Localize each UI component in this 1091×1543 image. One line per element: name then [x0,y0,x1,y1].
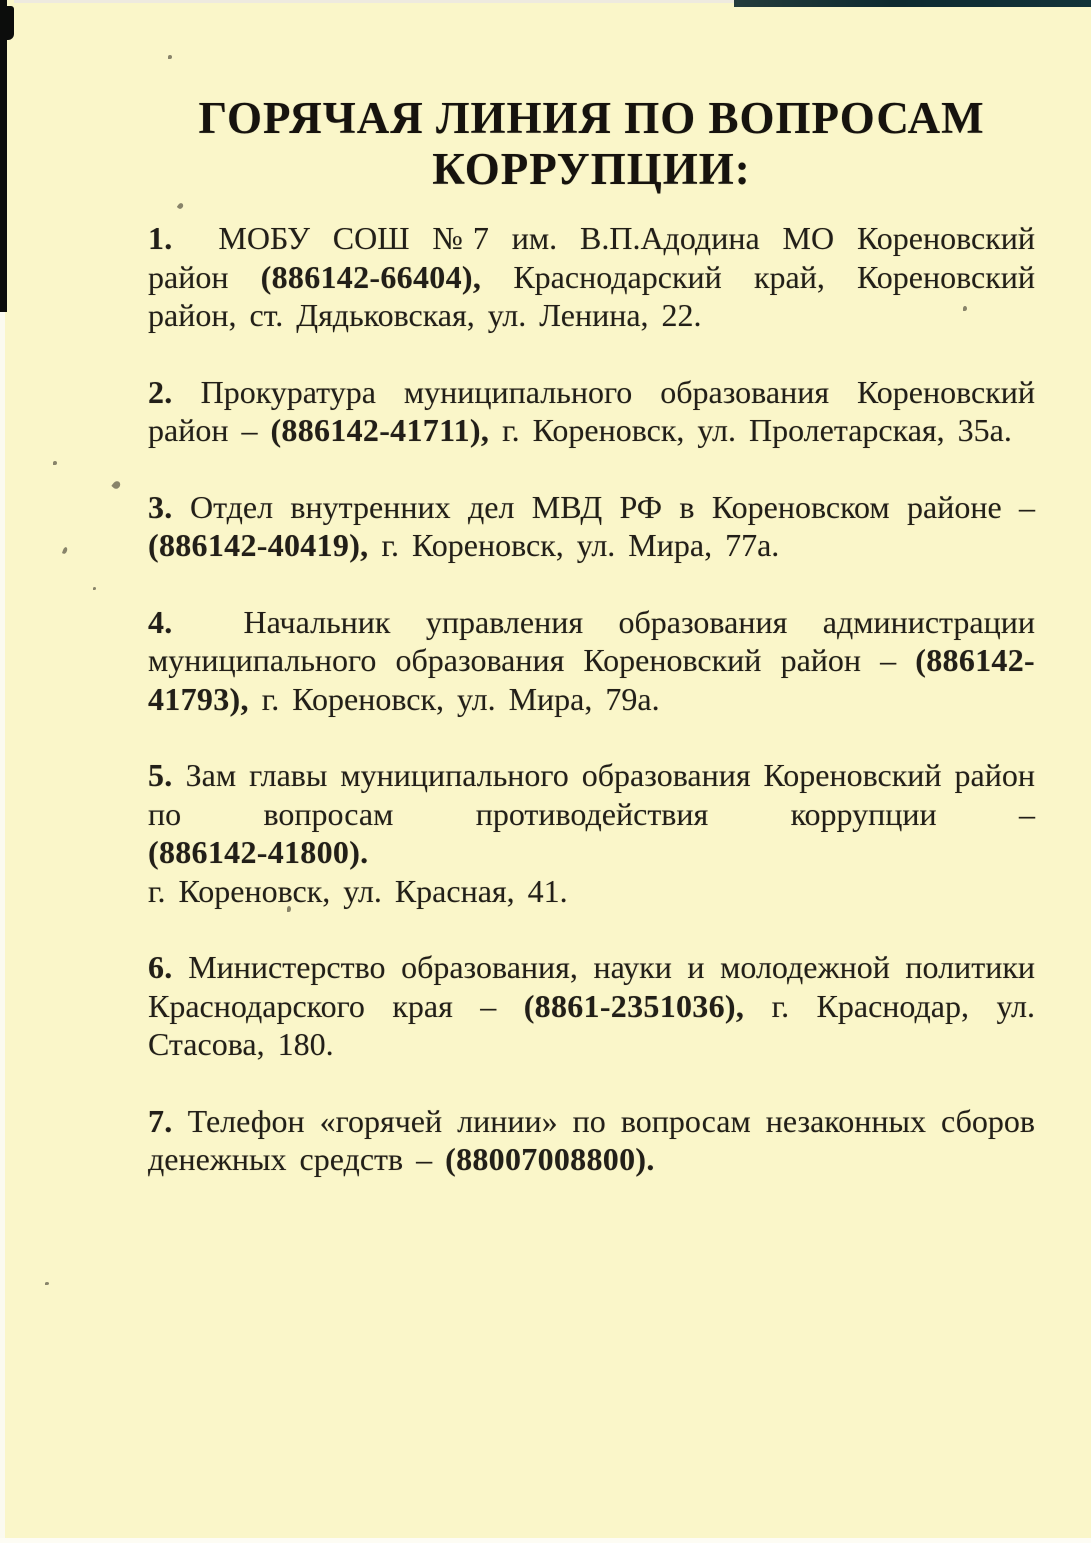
item-number: 2. [148,373,173,410]
item-text: Телефон «горячей линии» по вопросам незаконных сборов денежных средств – [148,1102,1035,1177]
item-text: г. Кореновск, ул. Пролетарская, 35а. [489,412,1012,448]
scanner-edge-bottom-white [0,1538,1091,1543]
paper-speck [62,547,68,555]
scanner-edge-top-light [14,0,734,3]
scanner-edge-top-right-dark [734,0,1091,7]
list-item-1 [148,219,1035,335]
phone-number: (886142-41711), [270,412,490,448]
item-text: г. Краснодар, ул. Стасова, 180. [148,987,1035,1062]
paper-speck [93,587,96,590]
paper-speck [53,461,57,465]
phone-number: (886142-41793), [148,642,1035,717]
page-title-line-1: ГОРЯЧАЯ ЛИНИЯ ПО ВОПРОСАМ [198,93,985,143]
list-item-3 [148,488,1035,565]
paper-speck [45,1282,49,1285]
list-item-7 [148,1102,1035,1179]
item-text: Краснодарский край, Кореновский район, ст. Дядьковская, ул. Ленина, 22. [148,258,1036,333]
item-text: МОБУ СОШ №7 им. В.П.Адодина МО Кореновский район [148,220,1035,295]
hotline-list [148,219,1035,1179]
list-item-2 [148,373,1035,450]
item-number: 4. [148,603,173,640]
phone-number: (886142-66404), [260,258,482,295]
item-text: Министерство образования, науки и молодежной политики Краснодарского края – [148,949,1035,1024]
item-text: Зам главы муниципального образования Кореновский район по вопросам противодействия коррупции – [148,757,1035,832]
phone-number: (886142-40419), [148,527,369,563]
list-item-4 [148,603,1035,719]
scanner-edge-left-notch [0,6,14,40]
item-number: 3. [148,488,173,525]
phone-number: (886142-41800). [148,834,369,870]
item-text: г. Кореновск, ул. Мира, 77а. [368,527,780,563]
list-item-6 [148,948,1035,1064]
paper-speck [111,480,122,491]
scanner-edge-left-white [0,312,5,1543]
item-text: г. Кореновск, ул. Красная, 41. [148,872,568,909]
scanner-edge-left-dark [0,0,7,312]
phone-number: (88007008800). [445,1141,655,1177]
phone-number: (8861-2351036), [523,987,745,1024]
item-text: Прокуратура муниципального образования Кореновский район – [148,373,1035,448]
item-number: 5. [148,757,173,793]
paper-speck [168,55,172,59]
list-item-5-tail [148,833,1035,910]
item-number: 1. [148,220,173,256]
page-title [148,93,1035,195]
document-content [148,93,1035,1217]
item-text: Начальник управления образования администрации муниципального образования Кореновский район – [148,603,1035,678]
page-title-line-2: КОРРУПЦИИ: [432,144,751,194]
item-number: 7. [148,1102,173,1139]
list-item-5-head [148,756,1035,833]
item-number: 6. [148,949,173,985]
item-text: Отдел внутренних дел МВД РФ в Кореновском районе – [172,488,1035,525]
item-text: г. Кореновск, ул. Мира, 79а. [248,680,660,717]
